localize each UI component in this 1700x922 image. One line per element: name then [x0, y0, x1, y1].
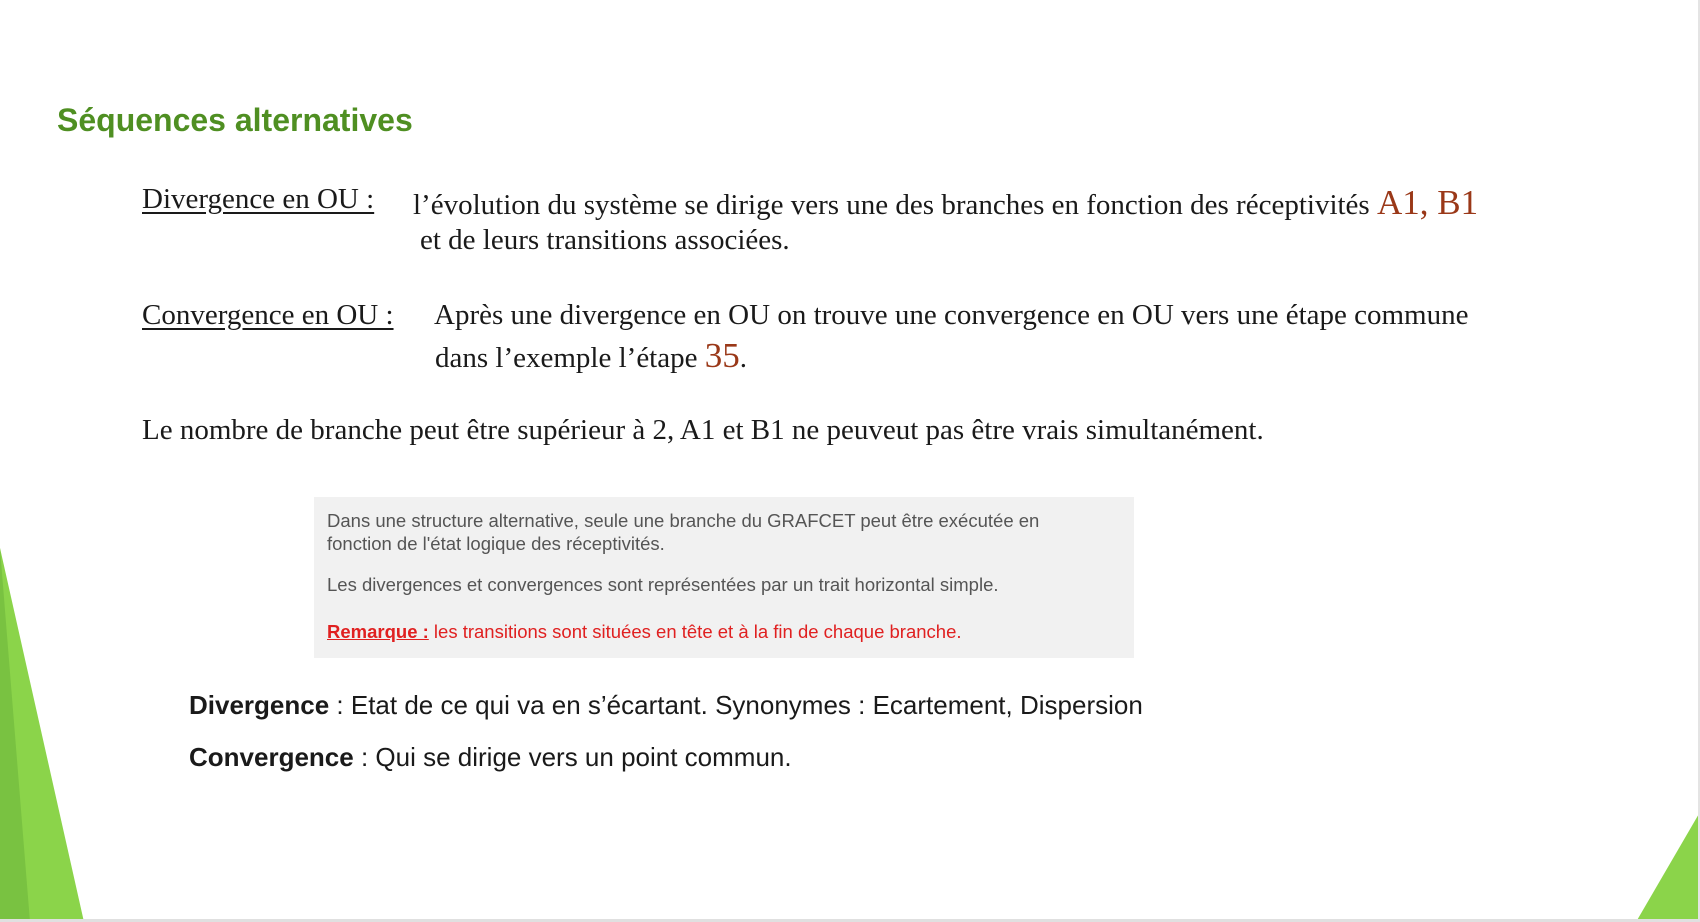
remark-text: les transitions sont situées en tête et à la fin de chaque branche.: [428, 621, 962, 642]
divergence-ou-text: l’évolution du système se dirige vers une des branches en fonction des réceptivités: [413, 189, 1370, 221]
branch-count-note: Le nombre de branche peut être supérieur à 2, A1 et B1 ne peuveut pas être vrais simultanément.: [142, 414, 1264, 446]
glossary-term: Divergence: [189, 690, 330, 720]
divergence-ou-line1: [413, 183, 1478, 223]
glossary-divergence: [189, 690, 1143, 721]
convergence-ou-period: .: [739, 342, 747, 374]
glossary-definition: : Etat de ce qui va en s’écartant. Synonymes : Ecartement, Dispersion: [329, 690, 1143, 720]
convergence-ou-line1: Après une divergence en OU on trouve une convergence en OU vers une étape commune: [434, 299, 1469, 331]
right-green-wedge: [1636, 812, 1700, 922]
note-line-1: Dans une structure alternative, seule une branche du GRAFCET peut être exécutée en: [327, 510, 1040, 531]
convergence-ou-label: Convergence en OU :: [142, 299, 394, 331]
note-line-2: fonction de l'état logique des réceptivités.: [327, 533, 665, 554]
convergence-ou-line2: [435, 336, 747, 376]
glossary-convergence: [189, 742, 792, 773]
alternative-structure-note: [314, 497, 1134, 658]
convergence-ou-highlight: 35: [704, 336, 740, 375]
remark-label: Remarque :: [327, 621, 429, 642]
slide-title: Séquences alternatives: [57, 102, 413, 138]
convergence-ou-text: dans l’exemple l’étape: [435, 342, 698, 374]
glossary-term: Convergence: [189, 742, 354, 772]
note-remark: [327, 620, 962, 643]
note-line-3: Les divergences et convergences sont représentées par un trait horizontal simple.: [327, 574, 999, 595]
glossary-definition: : Qui se dirige vers un point commun.: [353, 742, 792, 772]
divergence-ou-label: Divergence en OU :: [142, 183, 375, 215]
divergence-ou-highlight: A1, B1: [1376, 183, 1479, 222]
divergence-ou-line2: et de leurs transitions associées.: [420, 224, 790, 256]
